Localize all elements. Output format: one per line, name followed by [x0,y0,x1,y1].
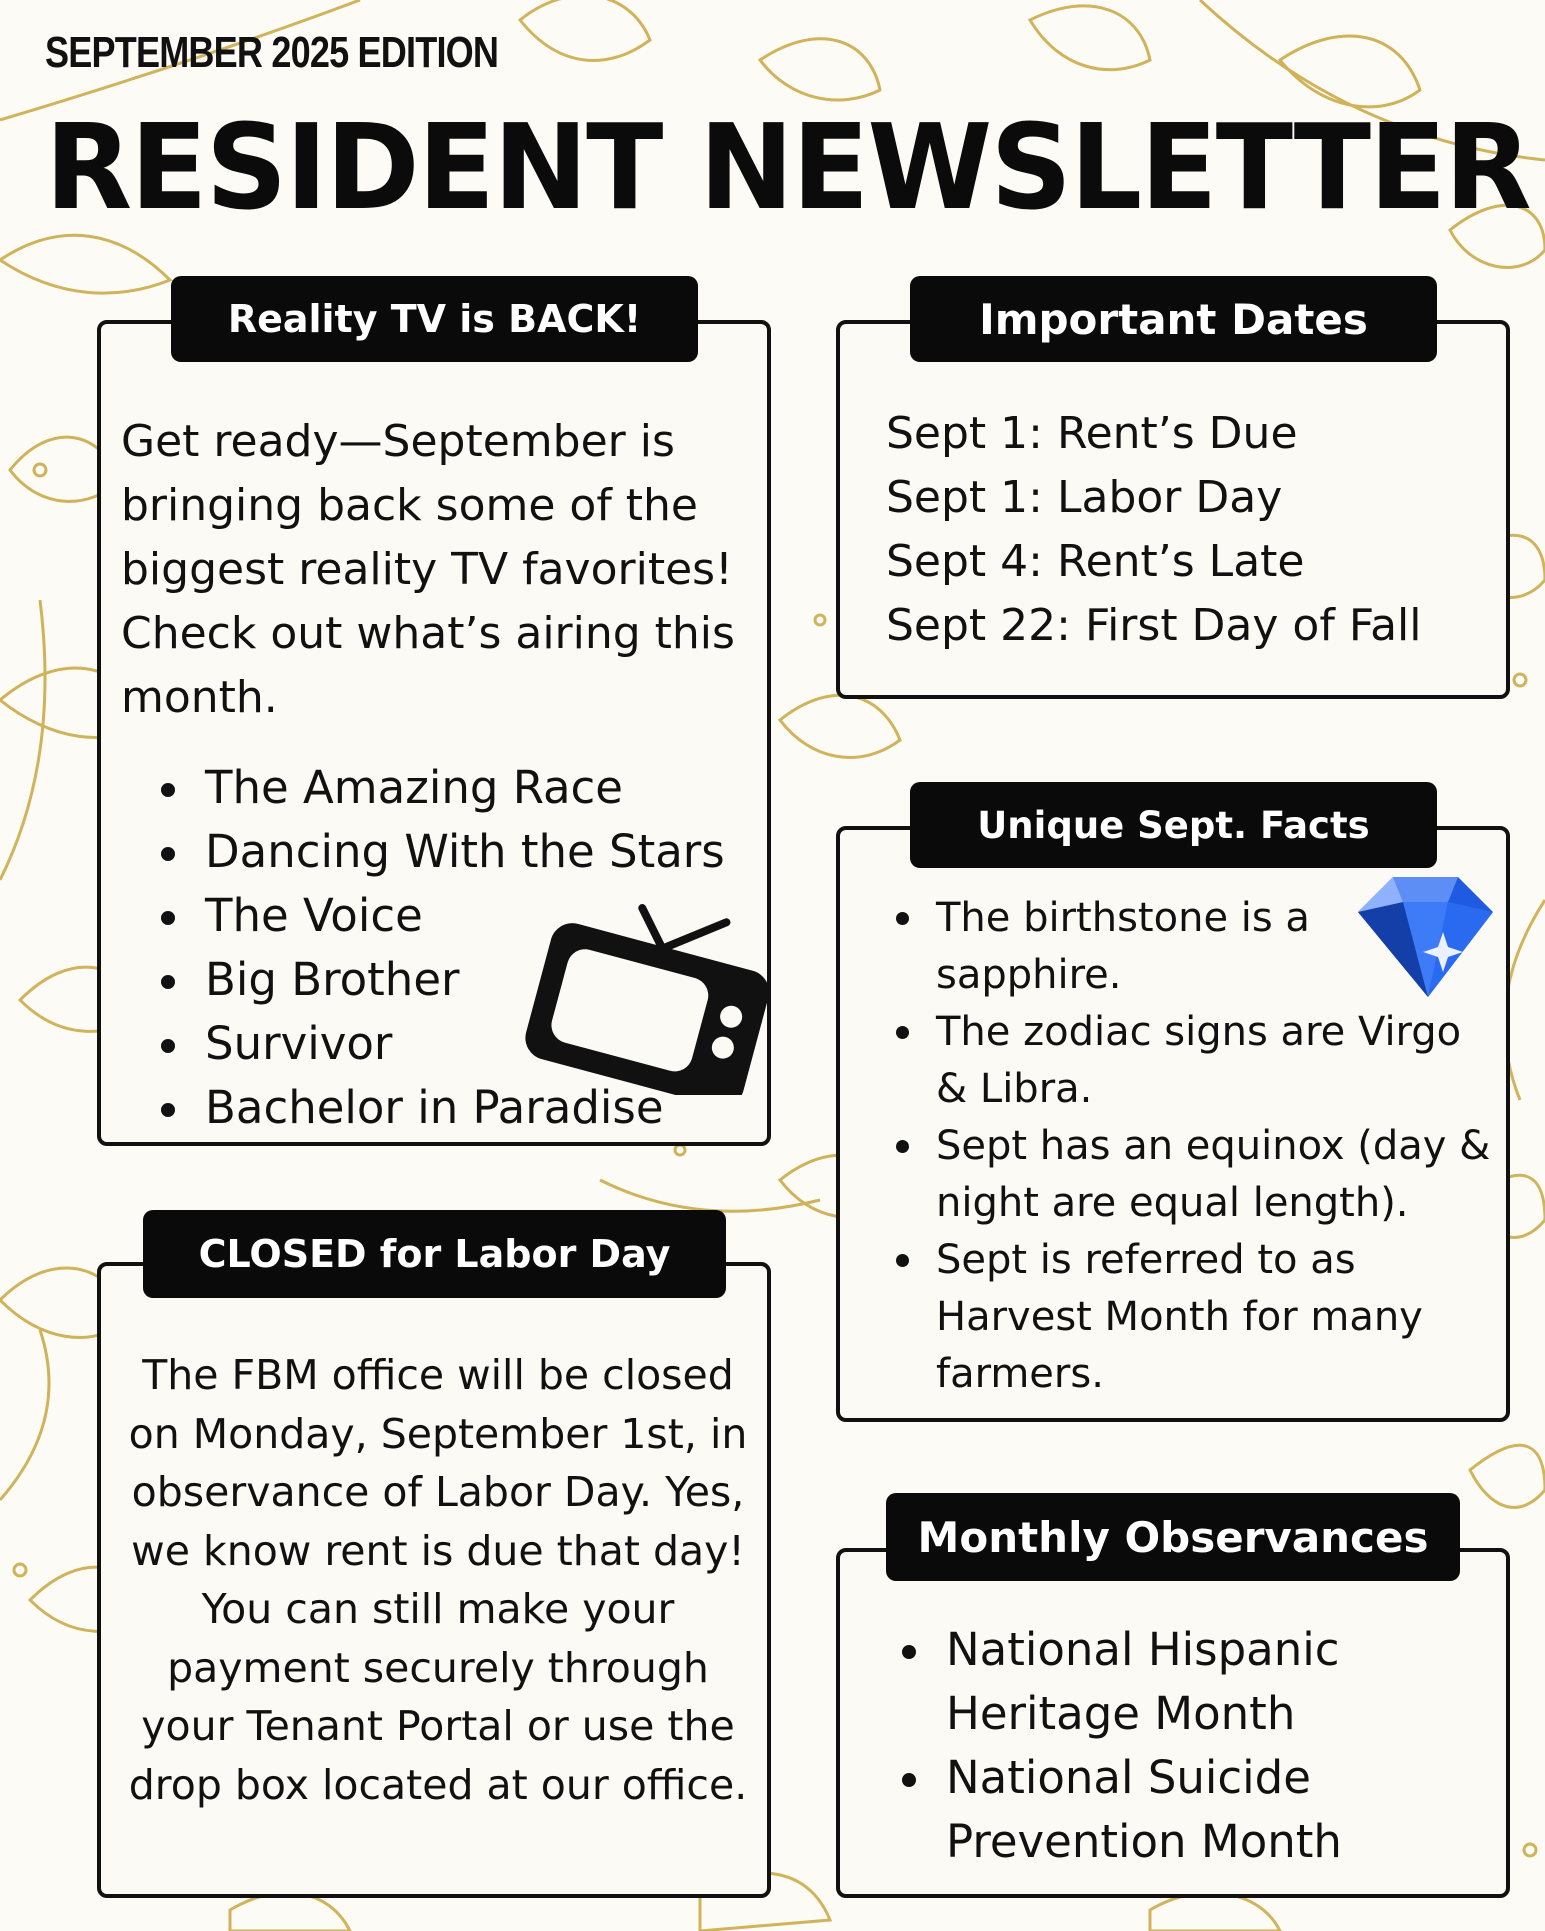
important-dates-list [886,402,1422,658]
list-item: The zodiac signs are Virgo & Libra. [936,1004,1496,1118]
date-item: Sept 22: First Day of Fall [886,600,1422,651]
date-item: Sept 1: Rent’s Due [886,408,1298,459]
tv-icon [520,875,780,1095]
list-item: Sept has an equinox (day & night are equal length). [936,1118,1496,1232]
list-item: Big Brother [205,948,725,1012]
reality-tv-intro: Get ready—September is bringing back some of the biggest reality TV favorites! Check out what’s airing this month. [121,416,735,723]
list-item: National Suicide Prevention Month [946,1746,1486,1874]
important-dates-card [836,320,1510,699]
list-item: Dancing With the Stars [205,820,725,884]
closed-labor-day-card [97,1262,771,1898]
newsletter-title: RESIDENT NEWSLETTER [45,98,1530,236]
observances-list [946,1618,1486,1874]
closed-labor-day-heading: CLOSED for Labor Day [143,1210,726,1298]
edition-label: SEPTEMBER 2025 EDITION [45,28,499,77]
date-item: Sept 1: Labor Day [886,472,1283,523]
list-item: The Amazing Race [205,756,725,820]
list-item: The birthstone is a sapphire. [936,890,1496,1004]
monthly-observances-heading: Monthly Observances [886,1493,1460,1581]
date-item: Sept 4: Rent’s Late [886,536,1305,587]
important-dates-heading: Important Dates [910,276,1437,362]
closed-notice-text: The FBM office will be closed on Monday, September 1st, in observance of Labor Day. Yes, we know rent is due that day! You can still make your payment securely through your Tenant Portal or use the drop box located at our office. [128,1351,748,1809]
gem-icon [1348,872,1498,1002]
list-item: Survivor [205,1012,725,1076]
list-item: Bachelor in Paradise [205,1076,725,1140]
reality-tv-heading: Reality TV is BACK! [171,276,698,362]
list-item: National Hispanic Heritage Month [946,1618,1486,1746]
list-item: Sept is referred to as Harvest Month for many farmers. [936,1232,1496,1403]
unique-facts-heading: Unique Sept. Facts [910,782,1437,868]
monthly-observances-card [836,1548,1510,1898]
list-item: The Voice [205,884,725,948]
